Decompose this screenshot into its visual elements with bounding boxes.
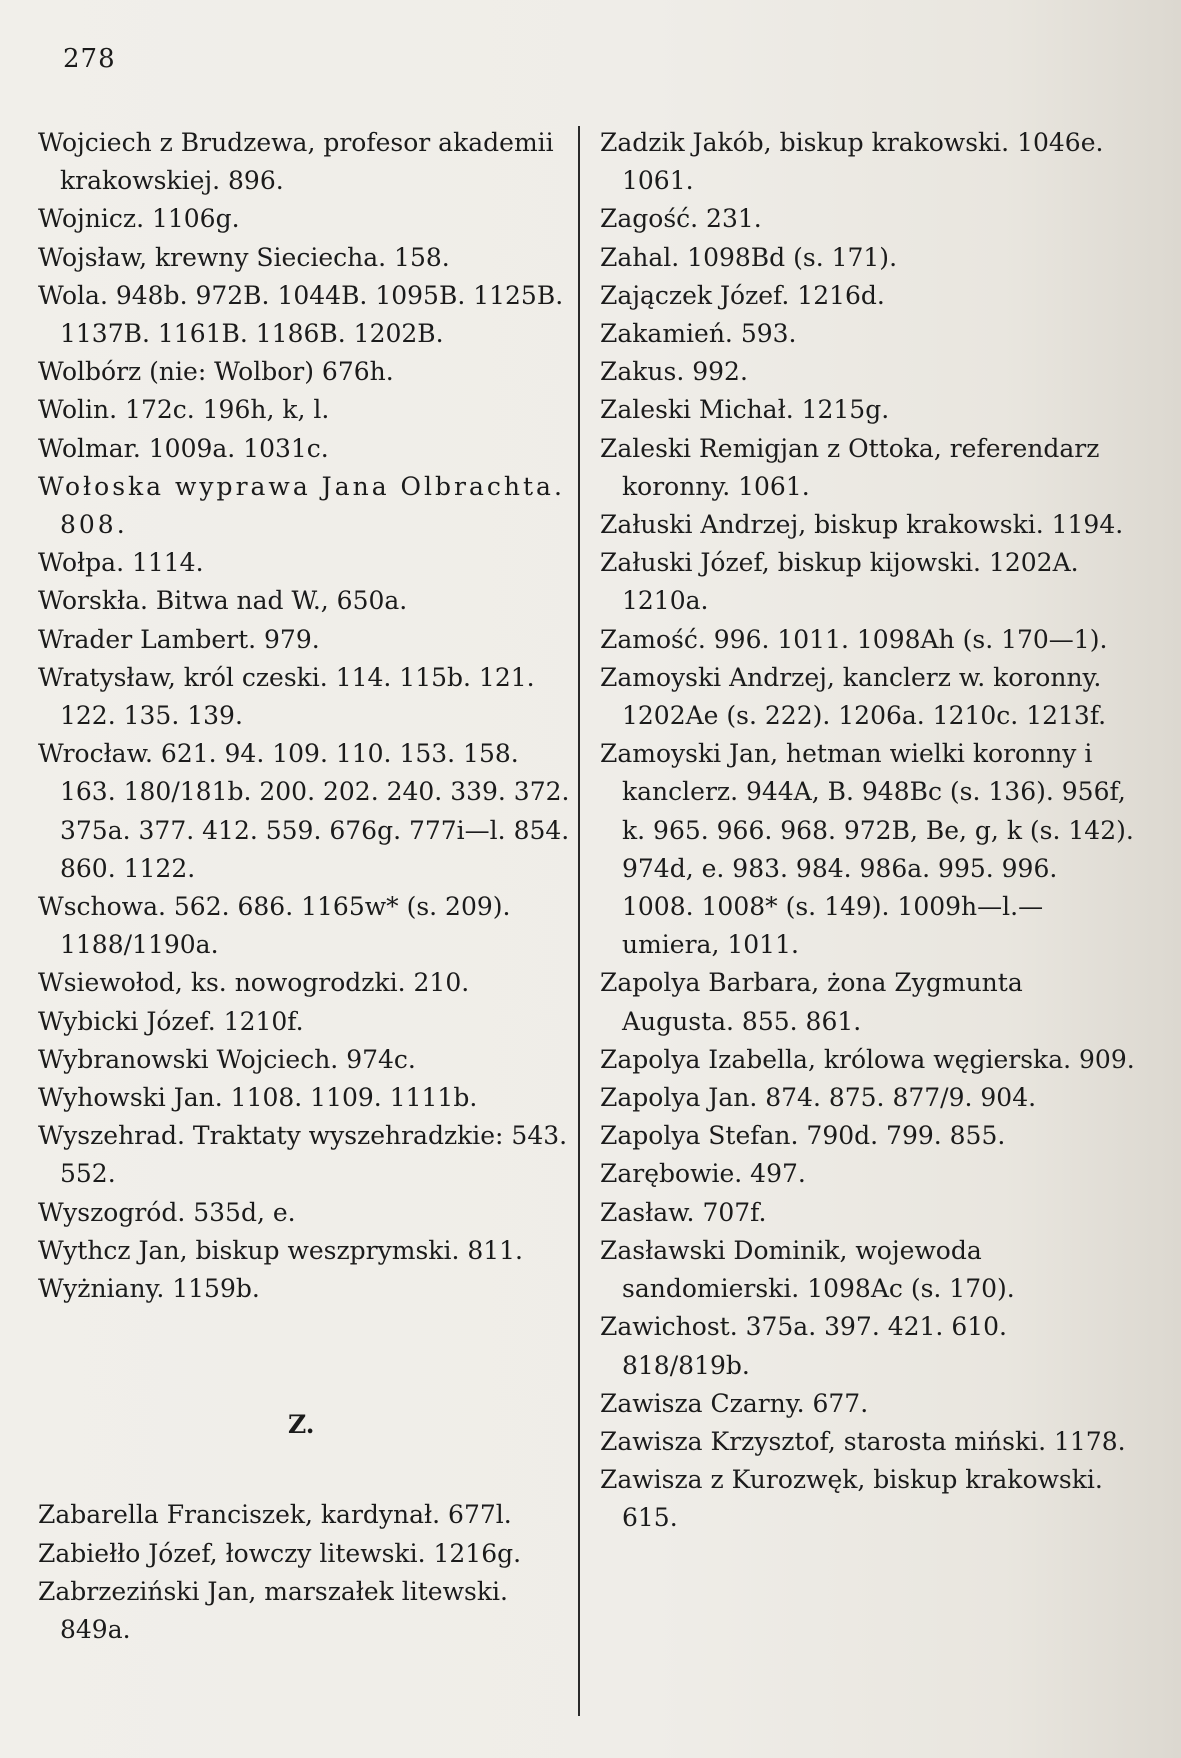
index-entry: Zapolya Stefan. 790d. 799. 855. — [600, 1121, 1006, 1151]
index-entry: Wsiewołod, ks. nowogrodzki. 210. — [38, 968, 470, 998]
index-entry: Wyszehrad. Traktaty wyszehradzkie: 543. 552. — [38, 1121, 568, 1189]
index-entry: Wybranowski Wojciech. 974c. — [38, 1044, 416, 1074]
right-column — [600, 124, 1135, 1538]
column-divider — [578, 126, 580, 1716]
index-entry: Zamość. 996. 1011. 1098Ah (s. 170—1). — [600, 624, 1108, 654]
index-entry: Wschowa. 562. 686. 1165w* (s. 209). 1188/1190a. — [38, 892, 511, 960]
index-entry: Zapolya Izabella, królowa węgierska. 909. — [600, 1044, 1135, 1074]
index-entry: Zapolya Barbara, żona Zygmunta Augusta. 855. 861. — [600, 968, 1023, 1036]
index-entry: Zawisza z Kurozwęk, biskup krakowski. 615. — [600, 1465, 1103, 1533]
index-entry: Wrocław. 621. 94. 109. 110. 153. 158. 163. 180/181b. 200. 202. 240. 339. 372. 375a. 377. 412. 559. 676g. 777i—l. 854. 860. 1122. — [38, 739, 570, 883]
index-entry: Załuski Andrzej, biskup krakowski. 1194. — [600, 510, 1124, 540]
left-column — [38, 124, 573, 1649]
index-entry: Zaleski Remigjan z Ottoka, referendarz koronny. 1061. — [600, 433, 1100, 501]
page-number: 278 — [63, 44, 116, 74]
index-entry: Zawichost. 375a. 397. 421. 610. 818/819b. — [600, 1312, 1007, 1380]
index-entry: Wołoska wyprawa Jana Olbrachta. 808. — [38, 471, 565, 540]
index-entry: Wratysław, król czeski. 114. 115b. 121. 122. 135. 139. — [38, 662, 535, 731]
index-entry: Zakamień. 593. — [600, 319, 797, 349]
index-entry: Worskła. Bitwa nad W., 650a. — [38, 586, 408, 616]
index-entry: Wola. 948b. 972B. 1044B. 1095B. 1125B. 1137B. 1161B. 1186B. 1202B. — [38, 280, 564, 349]
index-entry: Zaleski Michał. 1215g. — [600, 395, 890, 425]
index-entry: Zasławski Dominik, wojewoda sandomierski. 1098Ac (s. 170). — [600, 1235, 1015, 1304]
index-entry: Zawisza Czarny. 677. — [600, 1388, 869, 1418]
index-entry: Wybicki Józef. 1210f. — [38, 1006, 304, 1036]
index-entry: Wyżniany. 1159b. — [38, 1274, 260, 1304]
index-entry: Zapolya Jan. 874. 875. 877/9. 904. — [600, 1083, 1037, 1113]
index-entry: Zamoyski Andrzej, kanclerz w. koronny. 1202Ae (s. 222). 1206a. 1210c. 1213f. — [600, 662, 1107, 731]
index-entry: Wolbórz (nie: Wolbor) 676h. — [38, 357, 394, 387]
index-entry: Zagość. 231. — [600, 204, 762, 234]
index-entry: Wolmar. 1009a. 1031c. — [38, 433, 329, 463]
index-entry: Zahal. 1098Bd (s. 171). — [600, 242, 898, 272]
index-entry: Wojciech z Brudzewa, profesor akademii krakowskiej. 896. — [38, 128, 554, 196]
index-entry: Zakus. 992. — [600, 357, 748, 387]
index-entry: Wolin. 172c. 196h, k, l. — [38, 395, 330, 425]
index-entry: Zasław. 707f. — [600, 1197, 767, 1227]
index-entry: Wołpa. 1114. — [38, 548, 204, 578]
index-entry: Wyszogród. 535d, e. — [38, 1197, 296, 1227]
section-letter-heading: Z. — [288, 1410, 315, 1440]
index-entry: Zarębowie. 497. — [600, 1159, 806, 1189]
index-entry: Załuski Józef, biskup kijowski. 1202A. 1210a. — [600, 548, 1079, 616]
index-entry: Zawisza Krzysztof, starosta miński. 1178. — [600, 1426, 1126, 1456]
index-entry: Zadzik Jakób, biskup krakowski. 1046e. 1061. — [600, 128, 1104, 196]
index-entry: Wojnicz. 1106g. — [38, 204, 240, 234]
section-spacer — [38, 1444, 573, 1496]
index-entry: Wojsław, krewny Sieciecha. 158. — [38, 242, 450, 272]
index-entry: Zabarella Franciszek, kardynał. 677l. — [38, 1500, 512, 1530]
index-entry: Zabiełło Józef, łowczy litewski. 1216g. — [38, 1538, 522, 1568]
index-entry: Zajączek Józef. 1216d. — [600, 280, 885, 310]
index-entry: Wyhowski Jan. 1108. 1109. 1111b. — [38, 1083, 478, 1113]
index-entry: Zabrzeziński Jan, marszałek litewski. 849a. — [38, 1576, 508, 1644]
index-entry: Wythcz Jan, biskup weszprymski. 811. — [38, 1235, 523, 1265]
index-entry: Wrader Lambert. 979. — [38, 624, 320, 654]
index-entry: Zamoyski Jan, hetman wielki koronny i kanclerz. 944A, B. 948Bc (s. 136). 956f, k. 965. 966. 968. 972B, Be, g, k (s. 142). 974d, e. 983. 984. 986a. 995. 996. 1008. 1008* (s. 149). 1009h—l.— umiera, 1011. — [600, 739, 1134, 960]
